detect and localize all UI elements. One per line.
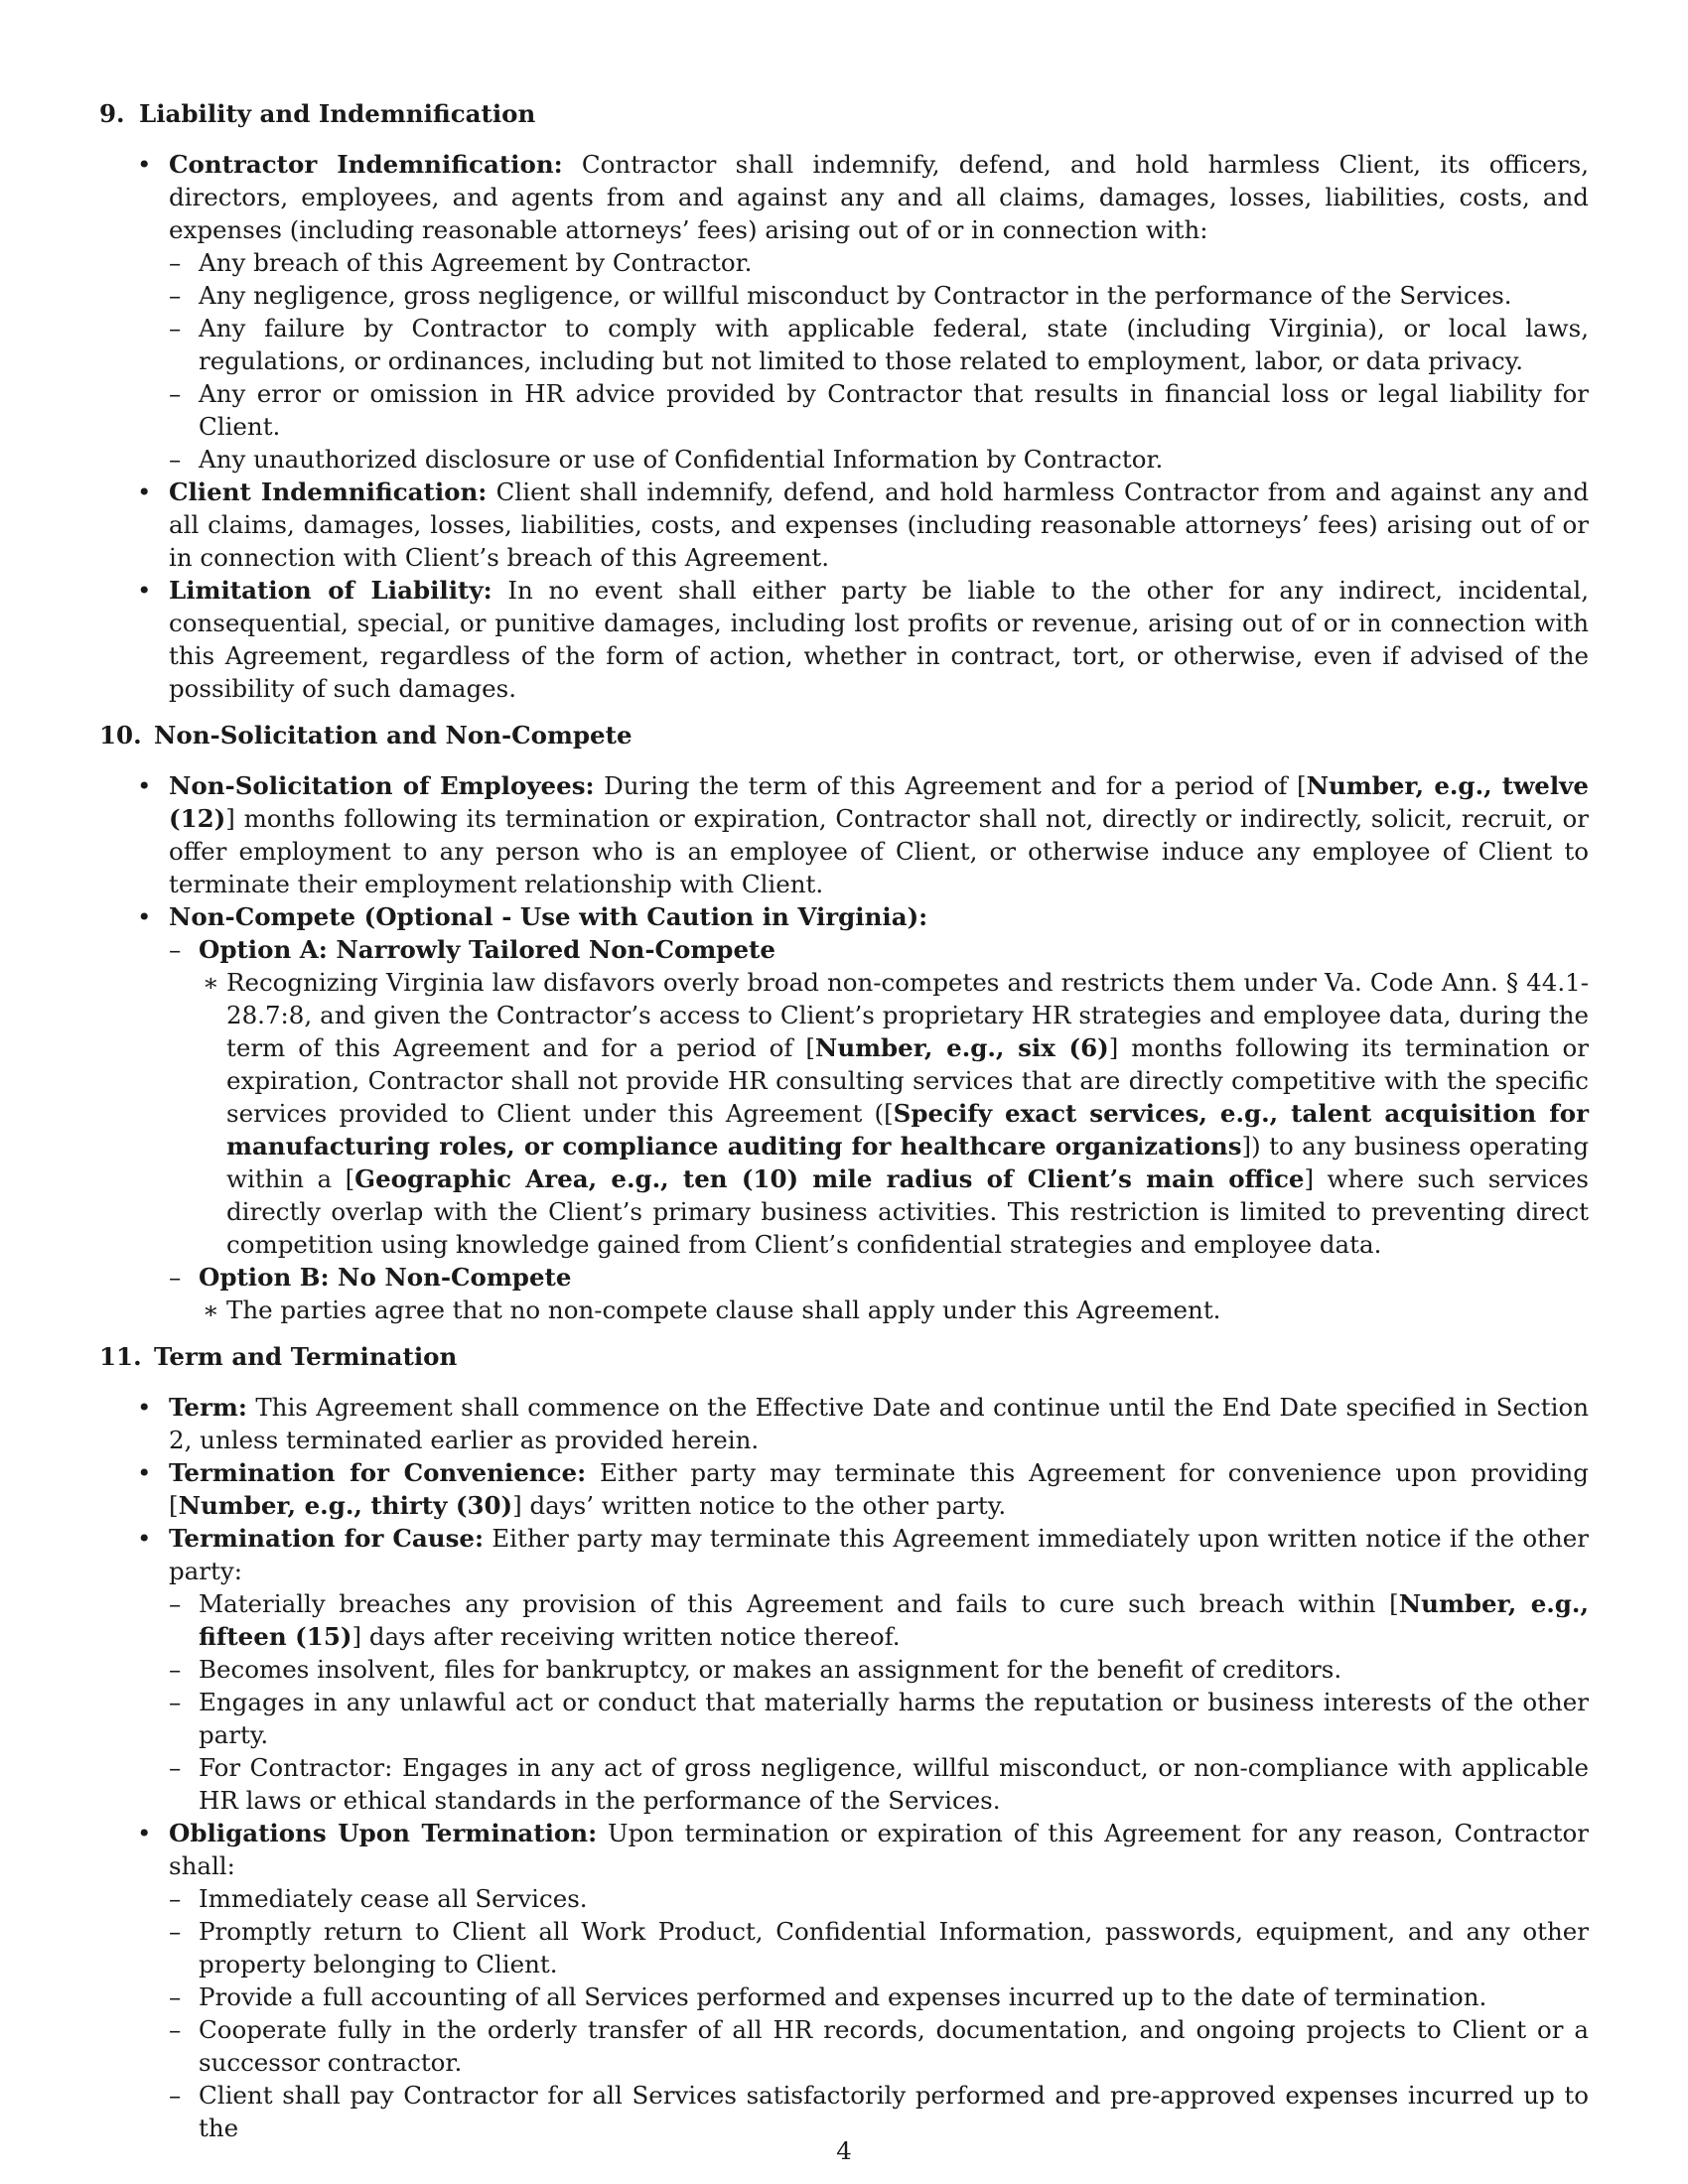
page-number: 4 (836, 2136, 852, 2165)
bullet-marker: • (137, 478, 152, 506)
asterisk-marker: ∗ (203, 1296, 219, 1324)
sub-item-text: Materially breaches any provision of this Agreement and fails to cure such breach within [ (199, 1589, 1399, 1618)
sub-item-text: For Contractor: Engages in any act of gross negligence, willful misconduct, or non-compliance with applicable HR laws or ethical standards in the performance of the Services. (199, 1753, 1589, 1815)
section-term-termination (99, 1340, 1589, 2144)
dash-marker: – (169, 1688, 182, 1716)
sub-item-text: Promptly return to Client all Work Product, Confidential Information, passwords, equipment, and any other property belonging to Client. (199, 1917, 1589, 1979)
bullet-marker: • (137, 902, 152, 931)
sub-item-text: Immediately cease all Services. (199, 1884, 588, 1913)
item-text: Recognizing Virginia law disfavors overly broad non-competes and restricts them under Va. Code Ann. § 44.1-28.7:8, and given the Contractor’s access to Client’s proprietary HR strategies and employee data, during the term of this Agreement and for a period of [ (226, 968, 1589, 1062)
asterisk-marker: ∗ (203, 968, 219, 997)
dash-marker: – (169, 1884, 182, 1913)
bullet-marker: • (137, 771, 152, 800)
item-text: ] months following its termination or expiration, Contractor shall not provide HR consulting services that are directly competitive with the specific services provided to Client under this Agreement ([ (226, 1033, 1589, 1128)
sub-list-item (139, 1980, 1589, 2013)
section-number: 11. (99, 1342, 142, 1371)
list-item (99, 769, 1589, 900)
bullet-marker: • (137, 1458, 152, 1487)
item-text: Contractor shall indemnify, defend, and hold harmless Client, its officers, directors, employees, and agents from and against any and all claims, damages, losses, liabilities, costs, and expenses (including reasonable attorneys’ fees) arising out of or in connection with: (169, 150, 1590, 244)
page-content (99, 97, 1589, 2144)
item-text: Either party may terminate this Agreement for convenience upon providing [ (169, 1458, 1589, 1520)
option-title: Option B: No Non-Compete (199, 1263, 572, 1292)
item-text: Client shall indemnify, defend, and hold harmless Contractor from and against any and all claims, damages, losses, liabilities, costs, and expenses (including reasonable attorneys’ fees) arising out of or in connection with Client’s breach of this Agreement. (169, 478, 1589, 572)
bullet-marker: • (137, 1819, 152, 1847)
placeholder-text: Geographic Area, e.g., ten (10) mile radius of Client’s main office (354, 1164, 1305, 1193)
sub-item-text: Provide a full accounting of all Services performed and expenses incurred up to the date of termination. (199, 1982, 1487, 2011)
section-title: Liability and Indemnification (139, 99, 536, 128)
sub-sub-list-item (175, 966, 1589, 1261)
option-title: Option A: Narrowly Tailored Non-Compete (199, 935, 775, 964)
sub-list-item (139, 246, 1589, 279)
section-heading (99, 719, 1589, 751)
section-non-solicitation (99, 719, 1589, 1326)
sub-list-item (139, 2013, 1589, 2079)
sub-item-text: Any unauthorized disclosure or use of Confidential Information by Contractor. (199, 445, 1164, 474)
item-label: Client Indemnification: (169, 478, 488, 506)
section-heading (99, 1340, 1589, 1373)
sub-item-text: Client shall pay Contractor for all Services satisfactorily performed and pre-approved expenses incurred up to the (199, 2081, 1589, 2142)
placeholder-text: Number, e.g., twelve (12) (169, 771, 1589, 833)
list-item (99, 1391, 1589, 1456)
dash-marker: – (169, 1753, 182, 1782)
sub-sub-list (199, 966, 1589, 1261)
section-title: Term and Termination (154, 1342, 458, 1371)
sub-list-item (139, 1587, 1589, 1653)
dash-marker: – (169, 314, 182, 342)
sub-item-text: Becomes insolvent, files for bankruptcy, or makes an assignment for the benefit of creditors. (199, 1655, 1342, 1684)
section-heading (99, 97, 1589, 130)
sub-list-item (139, 933, 1589, 1261)
sub-list-item (139, 1261, 1589, 1326)
item-text: ] days’ written notice to the other party. (512, 1491, 1007, 1520)
bullet-marker: • (137, 1393, 152, 1422)
placeholder-text: Specify exact services, e.g., talent acquisition for manufacturing roles, or compliance auditing for healthcare organizations (226, 1099, 1589, 1160)
list-item (99, 148, 1589, 476)
sub-list-item (139, 1751, 1589, 1817)
item-text: Either party may terminate this Agreement immediately upon written notice if the other party: (169, 1524, 1589, 1585)
item-label: Termination for Convenience: (169, 1458, 587, 1487)
dash-marker: – (169, 379, 182, 408)
sub-item-text: Any failure by Contractor to comply with applicable federal, state (including Virginia), or local laws, regulations, or ordinances, including but not limited to those related to employment, labor, or data privacy. (199, 314, 1589, 375)
list-item (99, 1522, 1589, 1817)
item-label: Non-Compete (Optional - Use with Caution in Virginia): (169, 902, 928, 931)
item-label: Limitation of Liability: (169, 576, 492, 605)
list-item (99, 476, 1589, 574)
sub-item-text: Any breach of this Agreement by Contractor. (199, 248, 753, 277)
sub-list-item (139, 1686, 1589, 1751)
dash-marker: – (169, 248, 182, 277)
bullet-list (99, 769, 1589, 1326)
bullet-marker: • (137, 150, 152, 179)
item-text: Upon termination or expiration of this Agreement for any reason, Contractor shall: (169, 1819, 1589, 1880)
dash-marker: – (169, 1917, 182, 1946)
list-item (99, 1456, 1589, 1522)
sub-list-item (139, 1882, 1589, 1915)
sub-list (169, 1587, 1589, 1817)
item-text: ] months following its termination or expiration, Contractor shall not, directly or indirectly, solicit, recruit, or offer employment to any person who is an employee of Client, or otherwise induce any employee of Client to terminate their employment relationship with Client. (169, 804, 1589, 898)
dash-marker: – (169, 1655, 182, 1684)
section-number: 9. (99, 99, 125, 128)
bullet-list (99, 148, 1589, 705)
placeholder-text: Number, e.g., six (6) (814, 1033, 1109, 1062)
sub-item-text: Any error or omission in HR advice provided by Contractor that results in financial loss or legal liability for Client. (199, 379, 1589, 441)
item-label: Non-Solicitation of Employees: (169, 771, 595, 800)
dash-marker: – (169, 281, 182, 310)
sub-list-item (139, 443, 1589, 476)
bullet-marker: • (137, 576, 152, 605)
sub-list (169, 246, 1589, 476)
sub-sub-list (199, 1294, 1589, 1326)
item-label: Termination for Cause: (169, 1524, 484, 1553)
item-text: This Agreement shall commence on the Effective Date and continue until the End Date specified in Section 2, unless terminated earlier as provided herein. (169, 1393, 1589, 1454)
sub-list-item (139, 377, 1589, 443)
section-number: 10. (99, 721, 142, 750)
item-text: In no event shall either party be liable to the other for any indirect, incidental, consequential, special, or punitive damages, including lost profits or revenue, arising out of or in connection with this Agreement, regardless of the form of action, whether in contract, tort, or otherwise, even if advised of the possibility of such damages. (169, 576, 1589, 703)
dash-marker: – (169, 1589, 182, 1618)
bullet-list (99, 1391, 1589, 2144)
item-text: During the term of this Agreement and for a period of [ (594, 771, 1307, 800)
dash-marker: – (169, 2015, 182, 2044)
dash-marker: – (169, 1263, 182, 1292)
sub-item-text: Cooperate fully in the orderly transfer of all HR records, documentation, and ongoing projects to Client or a successor contractor. (199, 2015, 1589, 2077)
dash-marker: – (169, 935, 182, 964)
item-label: Term: (169, 1393, 247, 1422)
list-item (99, 900, 1589, 1326)
placeholder-text: Number, e.g., thirty (30) (178, 1491, 513, 1520)
item-text: ]) to any business operating within a [ (226, 1132, 1590, 1193)
bullet-marker: • (137, 1524, 152, 1553)
sub-list-item (139, 1653, 1589, 1686)
sub-list-item (139, 312, 1589, 377)
sub-list (169, 933, 1589, 1326)
section-title: Non-Solicitation and Non-Compete (154, 721, 633, 750)
placeholder-text: Number, e.g., fifteen (15) (199, 1589, 1589, 1651)
sub-list (169, 1882, 1589, 2144)
sub-item-text: Any negligence, gross negligence, or willful misconduct by Contractor in the performance of the Services. (199, 281, 1512, 310)
sub-item-text: ] days after receiving written notice thereof. (352, 1622, 901, 1651)
sub-list-item (139, 1915, 1589, 1980)
item-label: Contractor Indemnification: (169, 150, 563, 179)
item-text: ] where such services directly overlap with the Client’s primary business activities. This restriction is limited to preventing direct competition using knowledge gained from Client’s confidential strategies and employee data. (226, 1164, 1589, 1259)
list-item (99, 1817, 1589, 2144)
sub-list-item (139, 279, 1589, 312)
dash-marker: – (169, 1982, 182, 2011)
dash-marker: – (169, 445, 182, 474)
item-text: The parties agree that no non-compete clause shall apply under this Agreement. (226, 1296, 1221, 1324)
section-liability (99, 97, 1589, 705)
sub-item-text: Engages in any unlawful act or conduct that materially harms the reputation or business interests of the other party. (199, 1688, 1589, 1749)
dash-marker: – (169, 2081, 182, 2110)
item-label: Obligations Upon Termination: (169, 1819, 598, 1847)
sub-sub-list-item (175, 1294, 1589, 1326)
list-item (99, 574, 1589, 705)
